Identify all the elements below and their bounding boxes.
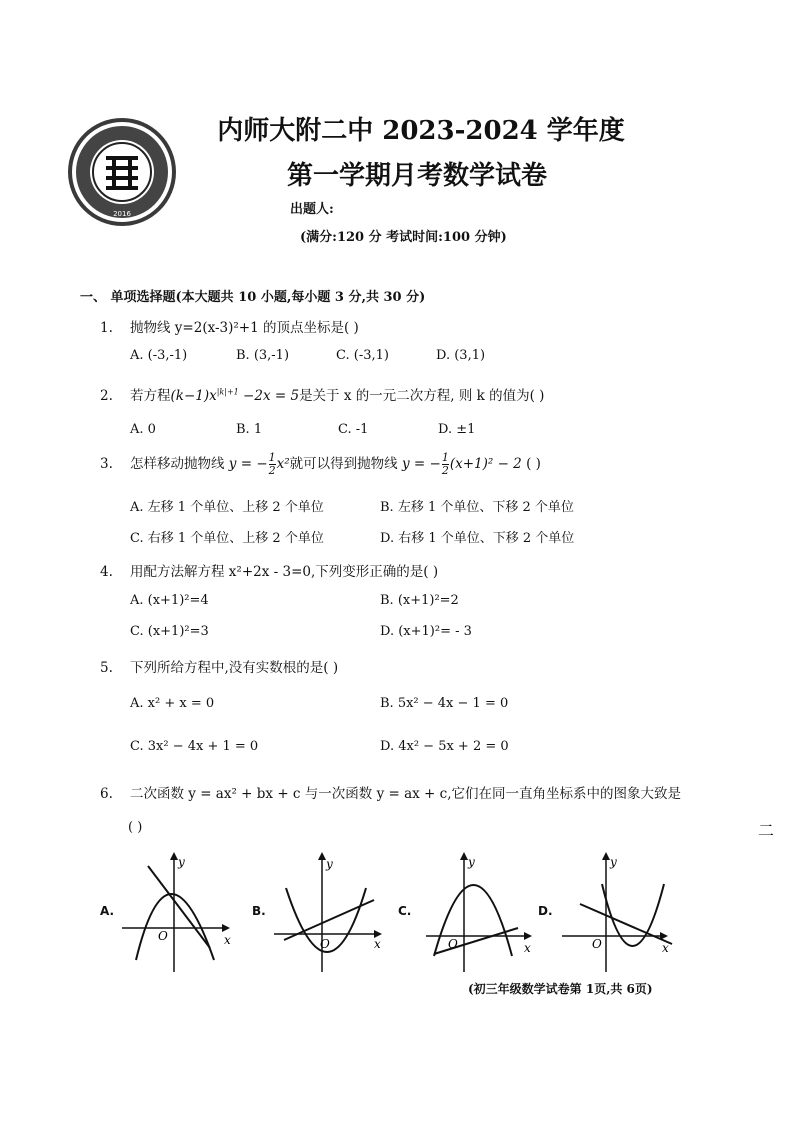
svg-text:O: O [448, 937, 458, 951]
graph-c-label: C. [398, 904, 412, 918]
question-3: 3. 怎样移动抛物线 y = − $\frac{1}{2}$ x²就可以得到抛物线 y = − $\frac{1}{2}$ (x+1)² − 2 ( ) [100, 451, 541, 477]
q3-parabola-2: y = − $\frac{1}{2}$ (x+1)² − 2 [401, 451, 522, 477]
q4-option-b: B. (x+1)²=2 [380, 593, 459, 608]
q2-equation: $(k-1)x^{|k|+1} -2x = 5$ [170, 387, 300, 404]
q5-option-b: B. 5x² − 4x − 1 = 0 [380, 696, 509, 711]
svg-text:O: O [320, 937, 330, 951]
svg-text:x: x [374, 937, 381, 951]
q4-option-a: A. (x+1)²=4 [130, 593, 209, 608]
question-6: 6. 二次函数 y = ax² + bx + c 与一次函数 y = ax + c,它们在同一直角坐标系中的图象大致是 [100, 786, 682, 802]
section-heading: 一、 单项选择题(本大题共 10 小题,每小题 3 分,共 30 分) [80, 290, 426, 305]
q2-option-d: D. ±1 [438, 422, 476, 437]
question-5: 5. 下列所给方程中,没有实数根的是( ) [100, 660, 339, 676]
q1-option-c: C. (-3,1) [336, 348, 389, 363]
q4-option-c: C. (x+1)²=3 [130, 624, 209, 639]
page-footer: (初三年级数学试卷第 1页,共 6页) [468, 982, 653, 996]
svg-text:y: y [468, 855, 475, 869]
graph-c [420, 848, 544, 978]
svg-text:2016: 2016 [113, 210, 131, 218]
q2-option-b: B. 1 [236, 422, 263, 437]
q5-option-c: C. 3x² − 4x + 1 = 0 [130, 739, 259, 754]
svg-text:x: x [224, 933, 231, 947]
svg-text:y: y [178, 855, 185, 869]
svg-text:x: x [524, 941, 531, 955]
question-4: 4. 用配方法解方程 x²+2x - 3=0,下列变形正确的是( ) [100, 564, 439, 580]
graph-a-label: A. [100, 904, 115, 918]
q3-option-a: A. 左移 1 个单位、上移 2 个单位 [130, 500, 324, 515]
q3-option-b: B. 左移 1 个单位、下移 2 个单位 [380, 500, 574, 515]
q5-option-a: A. x² + x = 0 [130, 696, 215, 711]
graph-b-label: B. [252, 904, 266, 918]
svg-text:O: O [158, 929, 168, 943]
q1-option-d: D. (3,1) [436, 348, 486, 363]
q3-option-d: D. 右移 1 个单位、下移 2 个单位 [380, 531, 575, 546]
q4-option-d: D. (x+1)²= - 3 [380, 624, 472, 639]
q1-option-a: A. (-3,-1) [130, 348, 188, 363]
q6-answer-paren: ( ) [128, 820, 143, 835]
graph-b [270, 848, 394, 978]
setter-label: 出题人: [290, 202, 334, 217]
q2-option-c: C. -1 [338, 422, 369, 437]
question-1: 1. 抛物线 y=2(x-3)²+1 的顶点坐标是( ) [100, 320, 359, 336]
question-2: 2. 若方程$(k-1)x^{|k|+1} -2x = 5$是关于 x 的一元二次方程, 则 k 的值为( ) [100, 387, 545, 404]
q2-option-a: A. 0 [130, 422, 156, 437]
svg-text:y: y [610, 855, 617, 869]
exam-title: 第一学期月考数学试卷 [286, 161, 547, 191]
graph-a [118, 848, 242, 978]
score-info: (满分:120 分 考试时间:100 分钟) [300, 230, 507, 245]
q3-option-c: C. 右移 1 个单位、上移 2 个单位 [130, 531, 324, 546]
q3-parabola-1: y = − $\frac{1}{2}$ x² [228, 451, 290, 477]
graph-d-label: D. [538, 904, 553, 918]
svg-text:x: x [662, 941, 669, 955]
edge-character: 二 [758, 821, 775, 840]
q5-option-d: D. 4x² − 5x + 2 = 0 [380, 739, 509, 754]
svg-text:y: y [326, 857, 333, 871]
svg-text:O: O [592, 937, 602, 951]
q1-option-b: B. (3,-1) [236, 348, 290, 363]
school-title: 内师大附二中 2023-2024 学年度 [217, 116, 625, 146]
graph-d [556, 848, 680, 978]
